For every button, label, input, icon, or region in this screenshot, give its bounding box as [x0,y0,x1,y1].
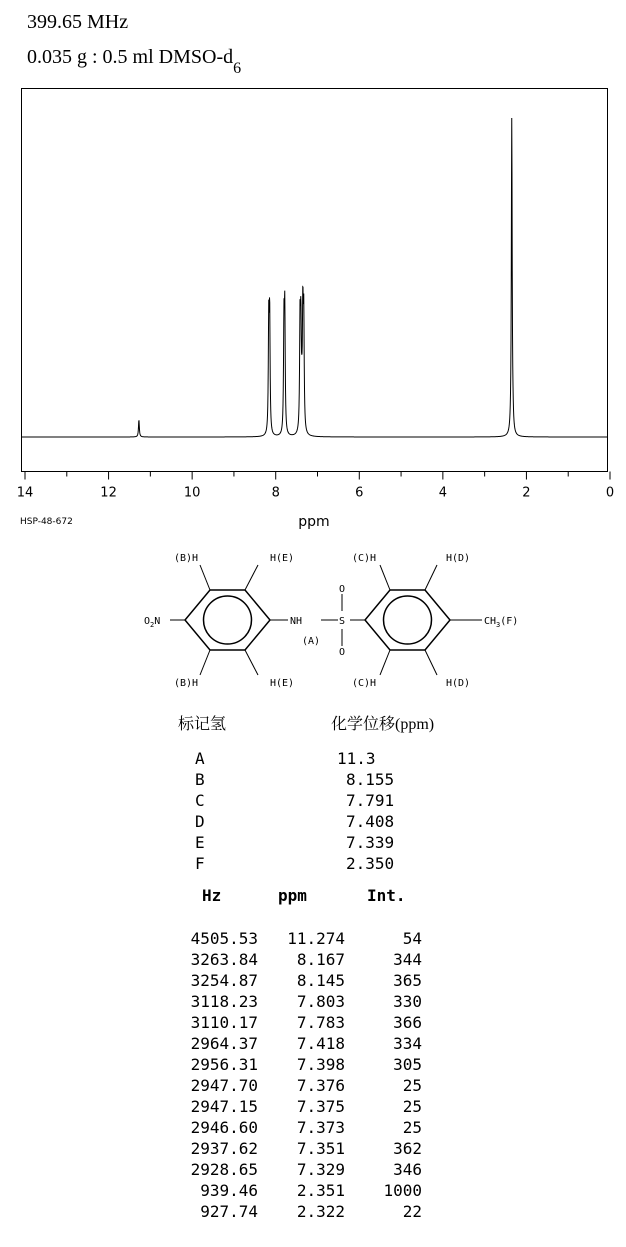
peak-row [180,1117,440,1138]
bond-he-bot [245,650,258,675]
assignment-shift: 7.791 [346,791,395,810]
x-tick-label: 2 [522,485,531,501]
peak-hz: 2937.62 [190,1139,258,1158]
spectrum-id: HSP-48-672 [20,517,73,527]
peak-ppm: 8.145 [296,971,345,990]
label-ch3: $CH_3(F)$ [484,616,519,629]
peak-int: 305 [393,1055,422,1074]
assignment-shift: 8.155 [346,770,395,789]
label-a: (A) [302,636,321,647]
bond-bh-bot [200,650,210,675]
assignment-label: D [195,812,205,831]
x-tick-label: 6 [355,485,364,501]
x-tick-label: 4 [438,485,447,501]
spectrometer-frequency: 399.65 MHz [27,11,129,33]
assignment-shift: 11.3 [337,749,376,768]
assignment-label: E [195,833,205,852]
peak-hz: 2947.15 [190,1097,258,1116]
peak-row [180,1159,440,1180]
peak-int: 54 [402,929,422,948]
peak-int: 334 [393,1034,422,1053]
peak-row [180,928,440,949]
assignment-row [195,769,415,790]
peak-ppm: 8.167 [296,950,345,969]
bond-ch-top [380,565,390,590]
peak-hz: 2946.60 [190,1118,258,1137]
peak-row [180,1138,440,1159]
label-s: S [339,616,346,627]
peak-ppm: 7.418 [296,1034,345,1053]
x-tick-label: 0 [605,485,615,501]
x-axis [17,472,614,501]
peak-table-header [180,886,440,908]
peak-row [180,970,440,991]
peak-ppm: 7.783 [296,1013,345,1032]
peak-int: 365 [393,971,422,990]
bond-hd-top [425,565,437,590]
peak-ppm: 11.274 [287,929,345,948]
assignment-header-shift: 化学位移(ppm) [331,716,435,733]
bond-he-top [245,565,258,590]
assignment-row [195,853,415,874]
peak-hz: 927.74 [200,1202,258,1221]
peak-hz: 939.46 [200,1181,258,1200]
spectrum-trace [22,118,607,437]
assignment-table-header [178,711,478,733]
x-tick-label: 10 [183,485,201,501]
label-bh-top: (B)H [174,553,199,564]
peak-int: 1000 [383,1181,422,1200]
peak-hz: 3110.17 [190,1013,258,1032]
peak-int: 25 [402,1076,422,1095]
peak-int: 330 [393,992,422,1011]
peak-int: 346 [393,1160,422,1179]
bond-bh-top [200,565,210,590]
nmr-spectrum-chart [0,80,626,540]
peak-ppm: 7.376 [296,1076,345,1095]
peak-hz: 2964.37 [190,1034,258,1053]
label-bh-bot: (B)H [174,678,199,689]
assignment-shift: 2.350 [346,854,395,873]
label-he-top: H(E) [270,553,295,564]
peak-hz: 2947.70 [190,1076,258,1095]
peak-hz: 2928.65 [190,1160,258,1179]
assignment-header-label: 标记氢 [178,716,227,733]
assignment-row [195,832,415,853]
assignment-table [195,748,415,874]
peak-int: 344 [393,950,422,969]
assignment-label: F [195,854,205,873]
peak-int: 362 [393,1139,422,1158]
tolyl-ring [365,590,450,650]
peak-header-int: Int. [367,886,406,905]
peak-int: 22 [402,1202,422,1221]
peak-hz: 3118.23 [190,992,258,1011]
peak-row [180,1033,440,1054]
peak-ppm: 2.322 [296,1202,345,1221]
x-tick-label: 14 [16,485,34,501]
peak-ppm: 7.351 [296,1139,345,1158]
peak-header-ppm: ppm [278,886,307,905]
label-o-top: O [339,584,346,595]
assignment-row [195,748,415,769]
peak-ppm: 7.375 [296,1097,345,1116]
peak-int: 25 [402,1097,422,1116]
assignment-shift: 7.339 [346,833,395,852]
label-nh: NH [290,616,303,627]
sample-text: 0.035 g : 0.5 ml DMSO-d [27,46,234,68]
label-hd-top: H(D) [446,553,471,564]
peak-int: 25 [402,1118,422,1137]
assignment-label: C [195,791,205,810]
peak-row [180,1201,440,1222]
peak-header-hz: Hz [202,886,222,905]
peak-row [180,1180,440,1201]
label-ch-top: (C)H [352,553,377,564]
peak-ppm: 2.351 [296,1181,345,1200]
label-he-bot: H(E) [270,678,295,689]
nitrophenyl-ring [185,590,270,650]
label-hd-bot: H(D) [446,678,471,689]
label-no2: $O_2N$ [144,616,161,629]
chemical-structure [130,545,550,695]
peak-hz: 4505.53 [190,929,258,948]
peak-row [180,1075,440,1096]
bond-ch-bot [380,650,390,675]
peak-hz: 3263.84 [190,950,258,969]
x-tick-label: 8 [271,485,280,501]
peak-row [180,1096,440,1117]
peak-ppm: 7.398 [296,1055,345,1074]
assignment-shift: 7.408 [346,812,395,831]
peak-ppm: 7.329 [296,1160,345,1179]
peak-hz: 2956.31 [190,1055,258,1074]
x-axis-label: ppm [298,514,330,530]
bond-hd-bot [425,650,437,675]
assignment-row [195,790,415,811]
peak-row [180,1012,440,1033]
assignment-row [195,811,415,832]
x-tick-label: 12 [100,485,117,501]
peak-table [180,928,440,1222]
label-o-bot: O [339,647,346,658]
assignment-label: B [195,770,205,789]
peak-int: 366 [393,1013,422,1032]
peak-row [180,949,440,970]
label-ch-bot: (C)H [352,678,377,689]
plot-frame [22,89,608,472]
peak-ppm: 7.373 [296,1118,345,1137]
peak-ppm: 7.803 [296,992,345,1011]
sample-subscript: 6 [233,60,242,77]
sample-description [27,46,242,77]
peak-hz: 3254.87 [190,971,258,990]
nitrophenyl-aromatic-circle [204,596,252,644]
assignment-label: A [195,749,205,768]
tolyl-aromatic-circle [384,596,432,644]
peak-row [180,991,440,1012]
peak-row [180,1054,440,1075]
